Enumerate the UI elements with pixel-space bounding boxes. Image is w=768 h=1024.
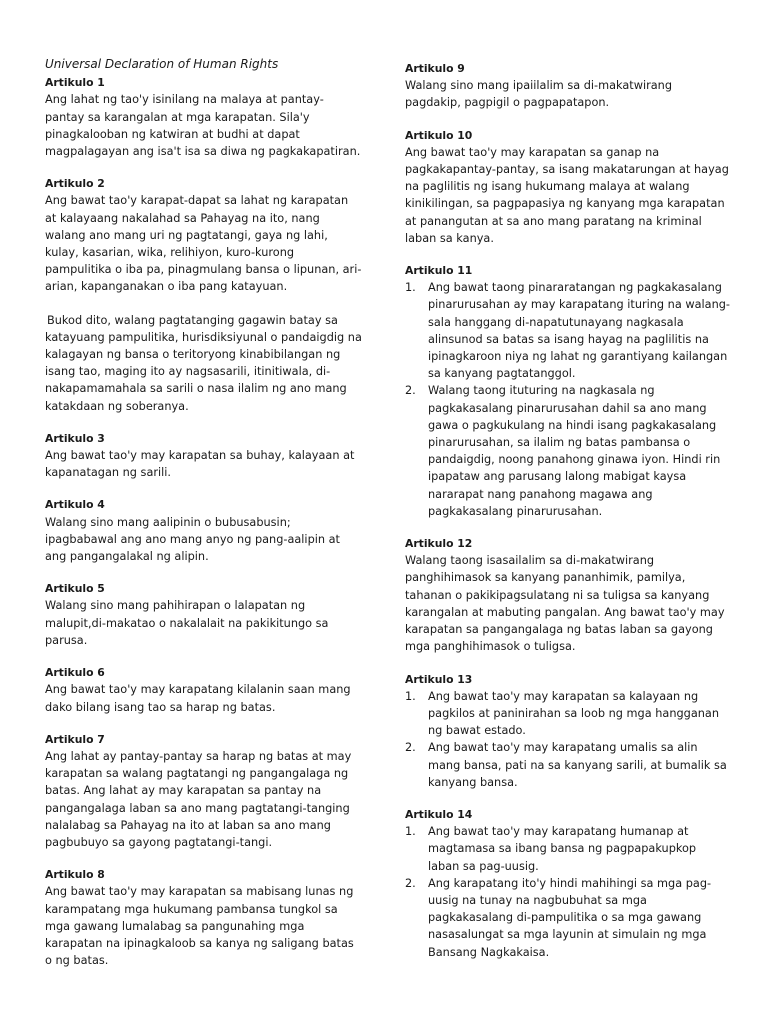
article-section [405, 127, 730, 247]
article-paragraph: Ang bawat tao'y may karapatan sa buhay, kalayaan at kapanatagan ng sarili. [45, 449, 355, 480]
item-number: 1. [405, 281, 416, 295]
item-text: Ang bawat tao'y may karapatang humanap at magtamasa sa ibang bansa ng pagpapakupkop laban sa pag-uusig. [428, 825, 697, 873]
article-paragraph: Ang bawat tao'y karapat-dapat sa lahat ng karapatan at kalayaang nakalahad sa Pahayag na ito, nang walang ano mang uri ng pagtatangi, gaya ng lahi, kulay, kasarian, wika, relihiyon, kuro-kurong pampulitika o iba pa, pinagmulang bansa o lipunan, ari-arian, kapanganakan o iba pang katayuan. [45, 194, 362, 294]
article-body [45, 514, 363, 566]
article-section [45, 496, 363, 565]
numbered-list-item [405, 382, 730, 520]
article-section [405, 806, 730, 961]
article-paragraph: Walang sino mang ipaiilalim sa di-makatwirang pagdakip, pagpigil o pagpapatapon. [405, 79, 673, 110]
item-text: Walang taong ituturing na nagkasala ng pagkakasalang pinarurusahan dahil sa ano mang gawa o pagkukulang na hindi isang pagkakasalang pinarurusahan, sa ilalim ng batas pambansa o pandaigdig, noong panahong ginawa iyon. Hindi rin ipapataw ang parusang lalong mabigat kaysa nararapat nang panahong magawa ang pagkakasalang pinarurusahan. [428, 384, 721, 518]
article-body [45, 447, 363, 481]
article-paragraph: Ang lahat ay pantay-pantay sa harap ng batas at may karapatan sa walang pagtatangi ng pangangalaga ng batas. Ang lahat ay may karapatan sa pantay na pangangalaga laban sa ano mang pagtatangi-tanging nalalabag sa Pahayag na ito at laban sa ano mang pagbubuyo sa gayong pagtatangi-tangi. [45, 749, 352, 849]
numbered-list [405, 688, 730, 791]
article-heading: Artikulo 2 [45, 177, 105, 191]
article-paragraph: Ang lahat ng tao'y isinilang na malaya at pantay-pantay sa karangalan at mga karapatan. Sila'y pinagkalooban ng katwiran at budhi at dapat magpalagayan ang isa't isa sa diwa ng pagkakapatiran. [45, 93, 361, 159]
left-column [45, 56, 363, 984]
article-paragraph: Walang taong isasailalim sa di-makatwirang panghihimasok sa kanyang pananhimik, pamilya, tahanan o pakikipagsulatang ni sa tuligsa sa kanyang karangalan at mabuting pangalan. Ang bawat tao'y may karapatan sa pangangalaga ng batas laban sa gayong mga panghihimasok o tuligsa. [405, 554, 725, 654]
article-paragraph: Walang sino mang pahihirapan o lalapatan ng malupit,di-makatao o nakalalait na pakikitungo sa parusa. [45, 599, 329, 647]
numbered-list-item [405, 279, 730, 382]
article-heading: Artikulo 3 [45, 431, 105, 445]
article-body [45, 192, 363, 414]
item-number: 2. [405, 876, 416, 890]
article-body [405, 77, 730, 111]
item-number: 2. [405, 384, 416, 398]
article-paragraph: Ang bawat tao'y may karapatan sa ganap na pagkakapantay-pantay, sa isang makatarungan at hayag na paglilitis ng isang hukumang malaya at walang kinikilingan, sa pagpapasiya ng kanyang mga karapatan at panangutan at sa ano mang paratang na kriminal laban sa kanya. [405, 145, 729, 245]
article-body [45, 91, 363, 160]
numbered-list-item [405, 688, 730, 740]
item-text: Ang bawat tao'y may karapatan sa kalayaan ng pagkilos at paninirahan sa loob ng mga hangganan ng bawat estado. [428, 689, 719, 738]
article-section [405, 60, 730, 112]
article-section [45, 430, 363, 482]
numbered-list [405, 823, 730, 961]
article-paragraph: Bukod dito, walang pagtatanging gagawin batay sa katayuang pampulitika, hurisdiksiyunal o pandaigdig na kalagayan ng bansa o teritoryong kinabibilangan ng isang tao, maging ito ay nagsasarili, itinitiwala, di-nakapamamahala sa sarili o nasa ilalim ng ano mang katakdaan ng soberanya. [45, 313, 362, 413]
article-paragraph: Ang bawat tao'y may karapatan sa mabisang lunas ng karampatang mga hukumang pambansa tungkol sa mga gawang lumalabag sa pangunahing mga karapatan na ipinagkaloob sa kanya ng saligang batas o ng batas. [45, 885, 354, 968]
item-number: 1. [405, 689, 416, 703]
article-body [405, 279, 730, 520]
article-heading: Artikulo 6 [45, 666, 105, 680]
article-section [405, 262, 730, 520]
article-heading: Artikulo 5 [45, 582, 105, 596]
item-number: 1. [405, 825, 416, 839]
numbered-list-item [405, 875, 730, 961]
item-text: Ang karapatang ito'y hindi mahihingi sa mga pag-uusig na tunay na nagbubuhat sa mga pagkakasalang di-pampulitika o sa mga gawang nasasalungat sa mga layunin at simulain ng mga Bansang Nagkakaisa. [428, 876, 712, 959]
article-body [45, 883, 363, 969]
article-section [45, 74, 363, 160]
right-column [405, 60, 730, 976]
article-body [405, 823, 730, 961]
right-article-list [405, 60, 730, 961]
article-section [405, 535, 730, 655]
document-title: Universal Declaration of Human Rights [45, 57, 279, 71]
article-section [45, 731, 363, 851]
item-number: 2. [405, 741, 416, 755]
numbered-list-item [405, 739, 730, 791]
numbered-list [405, 279, 730, 520]
item-text: Ang bawat tao'y may karapatang umalis sa alin mang bansa, pati na sa kanyang sarili, at bumalik sa kanyang bansa. [428, 741, 727, 789]
article-heading: Artikulo 11 [405, 264, 473, 278]
article-paragraph: Ang bawat tao'y may karapatang kilalanin saan mang dako bilang isang tao sa harap ng batas. [45, 683, 351, 714]
article-section [405, 671, 730, 791]
article-body [45, 597, 363, 649]
article-body [405, 552, 730, 655]
article-heading: Artikulo 13 [405, 672, 473, 686]
article-heading: Artikulo 9 [405, 62, 465, 75]
article-heading: Artikulo 14 [405, 807, 473, 821]
left-article-list [45, 74, 363, 969]
article-heading: Artikulo 10 [405, 128, 473, 142]
article-body [45, 748, 363, 851]
numbered-list-item [405, 823, 730, 875]
article-body [405, 688, 730, 791]
article-heading: Artikulo 4 [45, 498, 105, 512]
article-section [45, 175, 363, 415]
article-heading: Artikulo 12 [405, 537, 473, 551]
article-section [45, 580, 363, 649]
article-section [45, 664, 363, 716]
article-heading: Artikulo 7 [45, 732, 105, 746]
article-section [45, 866, 363, 969]
article-heading: Artikulo 1 [45, 76, 105, 90]
item-text: Ang bawat taong pinararatangan ng pagkakasalang pinarurusahan ay may karapatang ituring na walang-sala hanggang di-napatutunayang nagkasala alinsunod sa batas sa isang hayag na paglilitis na ipinagkaroon niya ng lahat ng garantiyang kailangan sa kanyang pagtatanggol. [428, 281, 730, 381]
article-body [45, 681, 363, 715]
article-paragraph: Walang sino mang aalipinin o bubusabusin; ipagbabawal ang ano mang anyo ng pang-aalipin at ang pangangalakal ng alipin. [45, 515, 340, 564]
article-body [405, 144, 730, 247]
article-heading: Artikulo 8 [45, 868, 105, 882]
